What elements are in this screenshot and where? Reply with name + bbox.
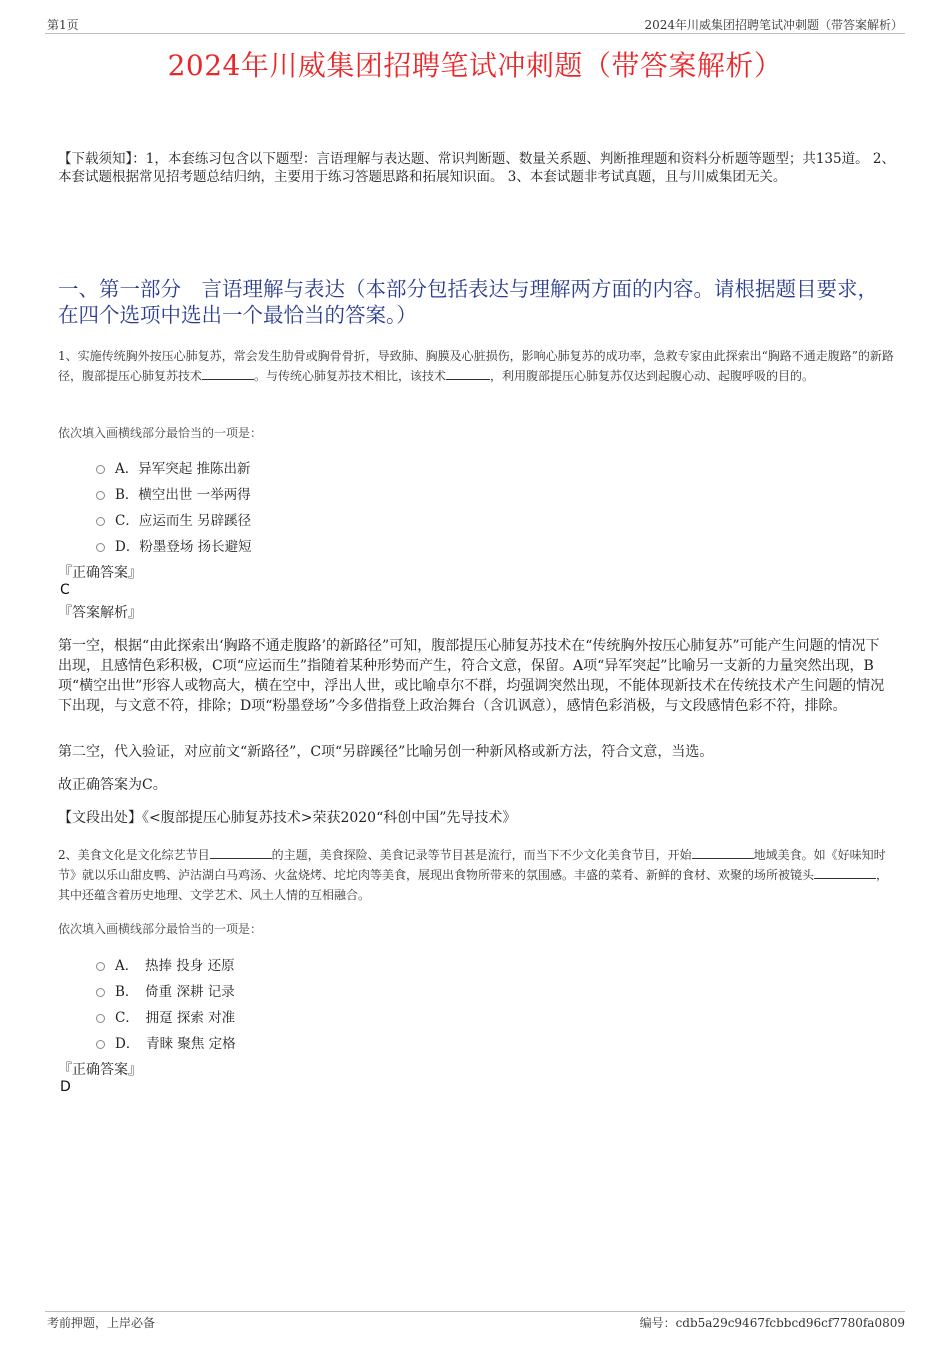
section-heading: 一、第一部分 言语理解与表达（本部分包括表达与理解两方面的内容。请根据题目要求，在四个选项中选出一个最恰当的答案。） [58, 277, 878, 327]
option-label: A． 热捧 投身 还原 [115, 958, 235, 974]
header-divider [45, 33, 905, 34]
q1-text-part2: 。与传统心肺复苏技术相比，该技术 [254, 369, 447, 383]
radio-icon[interactable] [96, 1014, 105, 1023]
header-doc-title: 2024年川威集团招聘笔试冲刺题（带答案解析） [644, 18, 903, 32]
q2-blank-3 [814, 866, 876, 879]
option-label: B．横空出世 一举两得 [115, 487, 251, 503]
radio-icon[interactable] [96, 988, 105, 997]
q2-answer-label: 『正确答案』 [58, 1062, 142, 1078]
option-label: A．异军突起 推陈出新 [115, 461, 251, 477]
q1-analysis-label: 『答案解析』 [58, 605, 142, 621]
q1-option-d[interactable] [96, 535, 252, 555]
question-1-stem [58, 346, 898, 386]
q1-prompt: 依次填入画横线部分最恰当的一项是： [58, 426, 263, 440]
q2-option-d[interactable] [96, 1032, 236, 1052]
option-label: B． 倚重 深耕 记录 [115, 984, 235, 1000]
q1-answer-label: 『正确答案』 [58, 565, 142, 581]
radio-icon[interactable] [96, 465, 105, 474]
q1-option-c[interactable] [96, 509, 251, 529]
page-title: 2024年川威集团招聘笔试冲刺题（带答案解析） [167, 49, 783, 82]
q1-text-part3: ，利用腹部提压心肺复苏仅达到起腹心动、起腹呼吸的目的。 [490, 369, 815, 383]
q2-prompt: 依次填入画横线部分最恰当的一项是： [58, 922, 263, 936]
q2-answer: D [60, 1079, 71, 1095]
radio-icon[interactable] [96, 491, 105, 500]
footer-divider [45, 1311, 905, 1312]
q1-analysis-paragraph-2: 第二空，代入验证，对应前文“新路径”，C项“另辟蹊径”比喻另创一种新风格或新方法，符合文意，当选。 [58, 744, 714, 760]
option-label: C．应运而生 另辟蹊径 [115, 513, 252, 529]
q2-option-b[interactable] [96, 980, 235, 1000]
q2-option-c[interactable] [96, 1006, 235, 1026]
q1-blank-1 [202, 367, 254, 380]
q1-option-a[interactable] [96, 457, 251, 477]
download-notice: 【下载须知】：1，本套练习包含以下题型：言语理解与表达题、常识判断题、数量关系题、判断推理题和资料分析题等题型；共135道。 2、本套试题根据常见招考题总结归纳，主要用于练习答题思路和拓展知识面。 3、本套试题非考试真题，且与川威集团无关。 [58, 151, 895, 185]
q1-blank-2 [446, 367, 490, 380]
radio-icon[interactable] [96, 517, 105, 526]
radio-icon[interactable] [96, 543, 105, 552]
radio-icon[interactable] [96, 962, 105, 971]
q1-option-b[interactable] [96, 483, 251, 503]
q1-answer: C [60, 582, 70, 598]
option-label: C． 拥趸 探索 对准 [115, 1010, 236, 1026]
q2-text-part4: ，其中还蕴含着历史地理、文学艺术、风土人情的互相融合。 [58, 868, 889, 902]
q2-text-part3: 地域美食。如《好味知时节》就以乐山甜皮鸭、泸沽湖白马鸡汤、火盆烧烤、坨坨肉等美食，展现出食物所带来的氛围感。丰盛的菜肴、新鲜的食材、欢聚的场所被镜头 [58, 848, 886, 882]
q2-blank-2 [692, 846, 754, 859]
question-2-stem [58, 845, 898, 905]
q2-blank-1 [210, 846, 272, 859]
option-label: D．粉墨登场 扬长避短 [115, 539, 252, 555]
footer-slogan: 考前押题，上岸必备 [47, 1316, 156, 1330]
q1-analysis-paragraph-3: 故正确答案为C。 [58, 777, 167, 793]
q1-source: 【文段出处】《<腹部提压心肺复苏技术>荣获2020“科创中国”先导技术》 [58, 810, 517, 826]
page-number: 第1页 [47, 18, 79, 32]
q2-text-part1: 2、美食文化是文化综艺节目 [58, 848, 210, 862]
q1-text-part1: 1、实施传统胸外按压心肺复苏，常会发生肋骨或胸骨骨折，导致肺、胸膜及心脏损伤，影响心肺复苏的成功率，急救专家由此探索出“胸路不通走腹路”的新路径，腹部提压心肺复苏技术 [58, 349, 894, 383]
q1-analysis-paragraph-1: 第一空，根据“由此探索出‘胸路不通走腹路’的新路径”可知，腹部提压心肺复苏技术在“传统胸外按压心肺复苏”可能产生问题的情况下出现，且感情色彩积极，C项“应运而生”指随着某种形势而产生，符合文意，保留。A项“异军突起”比喻另一支新的力量突然出现，B项“横空出世”形容人或物高大，横在空中，浮出人世，或比喻卓尔不群，均强调突然出现，不能体现新技术在传统技术产生问题的情况下出现，与文意不符，排除；D项“粉墨登场”今多借指登上政治舞台（含讥讽意），感情色彩消极，与文段感情色彩不符，排除。 [58, 638, 885, 714]
radio-icon[interactable] [96, 1040, 105, 1049]
footer-serial-number: 编号：cdb5a29c9467fcbbcd96cf7780fa0809 [639, 1316, 905, 1330]
option-label: D． 青睐 聚焦 定格 [115, 1036, 236, 1052]
q2-option-a[interactable] [96, 954, 235, 974]
q2-text-part2: 的主题，美食探险、美食记录等节目甚是流行，而当下不少文化美食节目，开始 [271, 848, 692, 862]
